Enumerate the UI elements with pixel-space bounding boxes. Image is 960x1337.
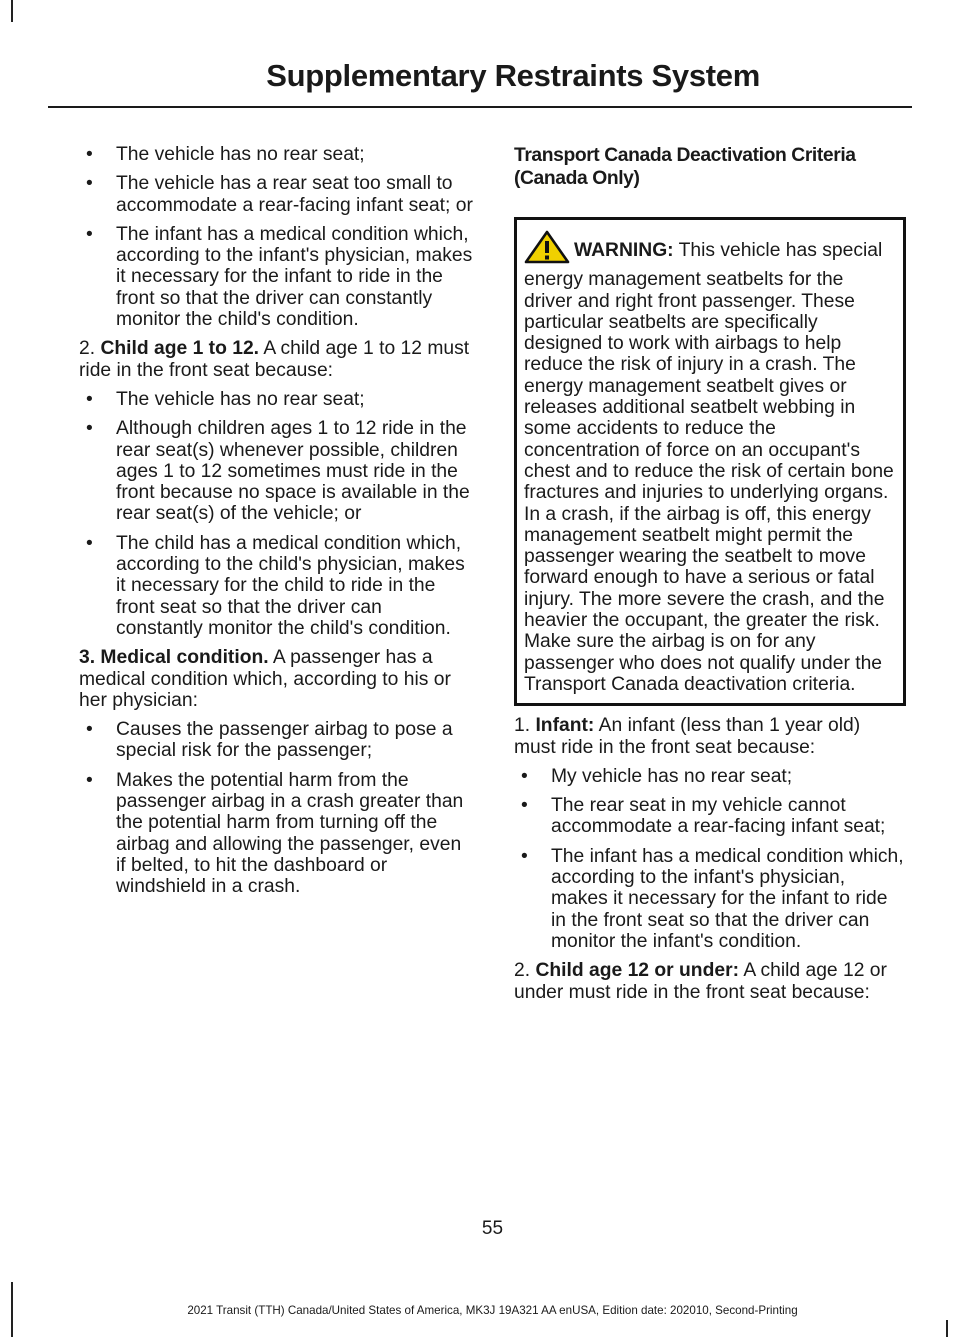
item-number: 2.: [79, 338, 96, 360]
item-text: A child age 12 or under must ride in the front seat because:: [514, 960, 887, 1003]
item-text: An infant (less than 1 year old) must ride in the front seat because:: [514, 715, 861, 758]
list-item: • Although children ages 1 to 12 ride in the rear seat(s) whenever possible, children ages 1 to 12 sometimes must ride in the front because no space is available in the rear seat(s) of the vehicle; or: [79, 418, 473, 524]
page-number: 55: [481, 1218, 504, 1239]
crop-mark-top-left: [11, 0, 13, 22]
warning-box: [514, 217, 906, 706]
list-item: • The infant has a medical condition which, according to the infant's physician, makes it necessary for the infant to ride in the front so that the driver can constantly monitor the child's condition.: [79, 224, 473, 330]
paragraph-child-12: [514, 960, 906, 1003]
item-text: A child age 1 to 12 must ride in the front seat because:: [79, 338, 470, 381]
item-label: 3. Medical condition.: [79, 647, 269, 669]
bullet-list-medical-reasons: [79, 719, 473, 897]
paragraph-medical-condition: [79, 647, 473, 711]
list-item: • Causes the passenger airbag to pose a special risk for the passenger;: [79, 719, 473, 762]
list-item: • The child has a medical condition which, according to the child's physician, makes it necessary for the child to ride in the front seat so that the driver can constantly monitor the child's condition.: [79, 533, 473, 639]
warning-label: WARNING:: [574, 240, 674, 261]
warning-text: This vehicle has special energy management seatbelts for the driver and right front passenger. These particular seatbelts are specifically designed to work with airbags to help reduce the risk of injury in a crash. The energy management seatbelt gives or releases additional seatbelt webbing in some accidents to reduce the concentration of force on an occupant's chest and to reduce the risk of certain bone fractures and injuries to underlying organs. In a crash, if the airbag is off, this energy management seatbelt might permit the passenger wearing the seatbelt to move forward enough to have a serious or fatal injury. The more severe the crash, and the heavier the occupant, the greater the risk. Make sure the airbag is on for any passenger who does not qualify under the Transport Canada deactivation criteria.: [524, 240, 894, 695]
right-column: [514, 144, 906, 1011]
list-item: • The vehicle has no rear seat;: [79, 389, 473, 410]
left-column: [79, 144, 473, 906]
paragraph-infant: [514, 715, 906, 758]
warning-triangle-icon: [524, 230, 570, 269]
item-text: A passenger has a medical condition which, according to his or her physician:: [79, 647, 451, 711]
edition-footer: 2021 Transit (TTH) Canada/United States of America, MK3J 19A321 AA enUSA, Edition date: 202010, Second-Printing: [187, 1304, 798, 1317]
crop-mark-bottom-right: [946, 1320, 948, 1337]
paragraph-child-age: [79, 338, 473, 381]
list-item: • Makes the potential harm from the passenger airbag in a crash greater than the potential harm from turning off the airbag and allowing the passenger, even if belted, to hit the dashboard or windshield in a crash.: [79, 770, 473, 898]
item-number: 1.: [514, 715, 531, 737]
list-item: • The vehicle has no rear seat;: [79, 144, 473, 165]
list-item: • The vehicle has a rear seat too small to accommodate a rear-facing infant seat; or: [79, 173, 473, 216]
item-number: 2.: [514, 960, 531, 982]
bullet-list-canada-infant: [514, 766, 906, 952]
item-label: Child age 1 to 12.: [100, 338, 260, 360]
list-item: • The infant has a medical condition which, according to the infant's physician, makes it necessary for the infant to ride in the front seat so that the driver can monitor the infant's condition.: [514, 846, 906, 952]
bullet-list-infant-reasons: [79, 144, 473, 330]
page-title: Supplementary Restraints System: [266, 58, 760, 93]
list-item: • My vehicle has no rear seat;: [514, 766, 906, 787]
bullet-list-child-reasons: [79, 389, 473, 639]
item-label: Child age 12 or under:: [535, 960, 740, 982]
list-item: • The rear seat in my vehicle cannot accommodate a rear-facing infant seat;: [514, 795, 906, 838]
header-divider: [48, 106, 912, 108]
section-heading: Transport Canada Deactivation Criteria (Canada Only): [514, 145, 856, 189]
item-label: Infant:: [535, 715, 595, 737]
